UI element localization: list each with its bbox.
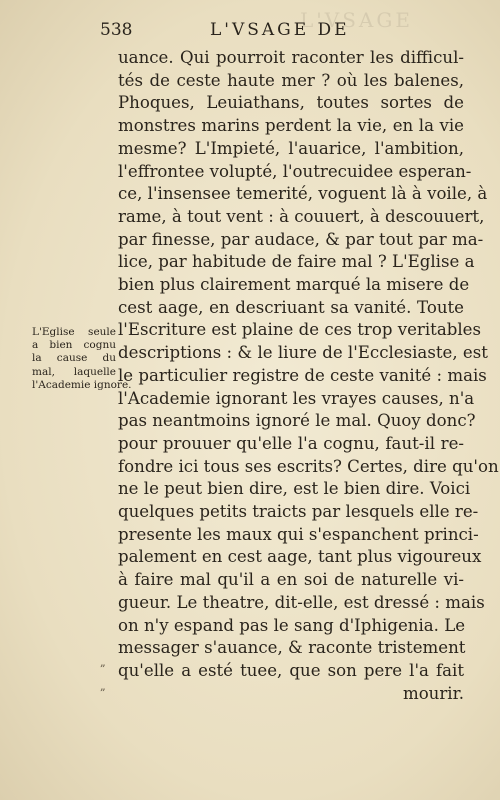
text-line: ne le peut bien dire, est le bien dire. Voici (118, 479, 471, 499)
margin-note-line: l'Academie ignore. (32, 378, 132, 391)
text-line: palement en cest aage, tant plus vigoureux (118, 547, 482, 567)
running-head (100, 20, 470, 44)
text-line: on n'y espand pas le sang d'Iphigenia. Le (118, 615, 466, 635)
text-line: descriptions : & le liure de l'Ecclesiaste, est (118, 343, 488, 363)
text-line: tés de ceste haute mer ? où les balenes, (118, 70, 464, 90)
text-line: qu'elle a esté tuee, que son pere l'a fait (118, 660, 464, 680)
margin-note-line: la cause du (32, 352, 116, 365)
text-line: par finesse, par audace, & par tout par ma- (118, 229, 484, 249)
text-line: l'effrontee volupté, l'outrecuidee esperan- (118, 161, 472, 181)
text-line: pour prouuer qu'elle l'a cognu, faut-il re- (118, 433, 464, 453)
text-line: lice, par habitude de faire mal ? L'Eglise a (118, 252, 475, 272)
quotation-mark: „ (100, 680, 106, 693)
text-line: pas neantmoins ignoré le mal. Quoy donc? (118, 411, 476, 431)
text-line: l'Academie ignorant les vrayes causes, n'a (118, 388, 475, 408)
text-line: monstres marins perdent la vie, en la vie (118, 116, 464, 136)
running-title: L'VSAGE DE (210, 20, 350, 40)
text-line: quelques petits traicts par lesquels elle re- (118, 502, 479, 522)
bleed-through-text: L'VSAGE (300, 8, 413, 32)
text-line: uance. Qui pourroit raconter les difficul- (118, 48, 464, 67)
text-line: cest aage, en descriuant sa vanité. Toute (118, 297, 464, 317)
text-line: gueur. Le theatre, dit-elle, est dressé : mais (118, 592, 485, 612)
margin-note-line: L'Eglise seule (32, 326, 116, 338)
text-line: ce, l'insensee temerité, voguent là à voile, à (118, 184, 488, 204)
page-number: 538 (100, 20, 133, 40)
text-line: Phoques, Leuiathans, toutes sortes de (118, 93, 464, 113)
catchword: mourir. (402, 683, 464, 703)
text-line: presente les maux qui s'espanchent princi- (118, 524, 479, 544)
body-text (118, 47, 499, 705)
text-line: mesme? L'Impieté, l'auarice, l'ambition, (118, 138, 464, 158)
text-line: messager s'auance, & raconte tristement (118, 638, 466, 658)
text-line: rame, à tout vent : à couuert, à descouuert, (118, 206, 485, 226)
text-line: bien plus clairement marqué la misere de (118, 275, 470, 295)
text-line: le particulier registre de ceste vanité : mais (118, 365, 487, 385)
text-line: l'Escriture est plaine de ces trop veritables (118, 320, 481, 340)
margin-note (32, 326, 132, 392)
text-line: fondre ici tous ses escrits? Certes, dire qu'on (118, 456, 499, 476)
text-line: à faire mal qu'il a en soi de naturelle vi- (118, 570, 464, 590)
margin-note-line: a bien cognu (32, 339, 116, 352)
margin-note-line: mal, laquelle (32, 365, 116, 378)
quotation-mark: „ (100, 656, 106, 669)
